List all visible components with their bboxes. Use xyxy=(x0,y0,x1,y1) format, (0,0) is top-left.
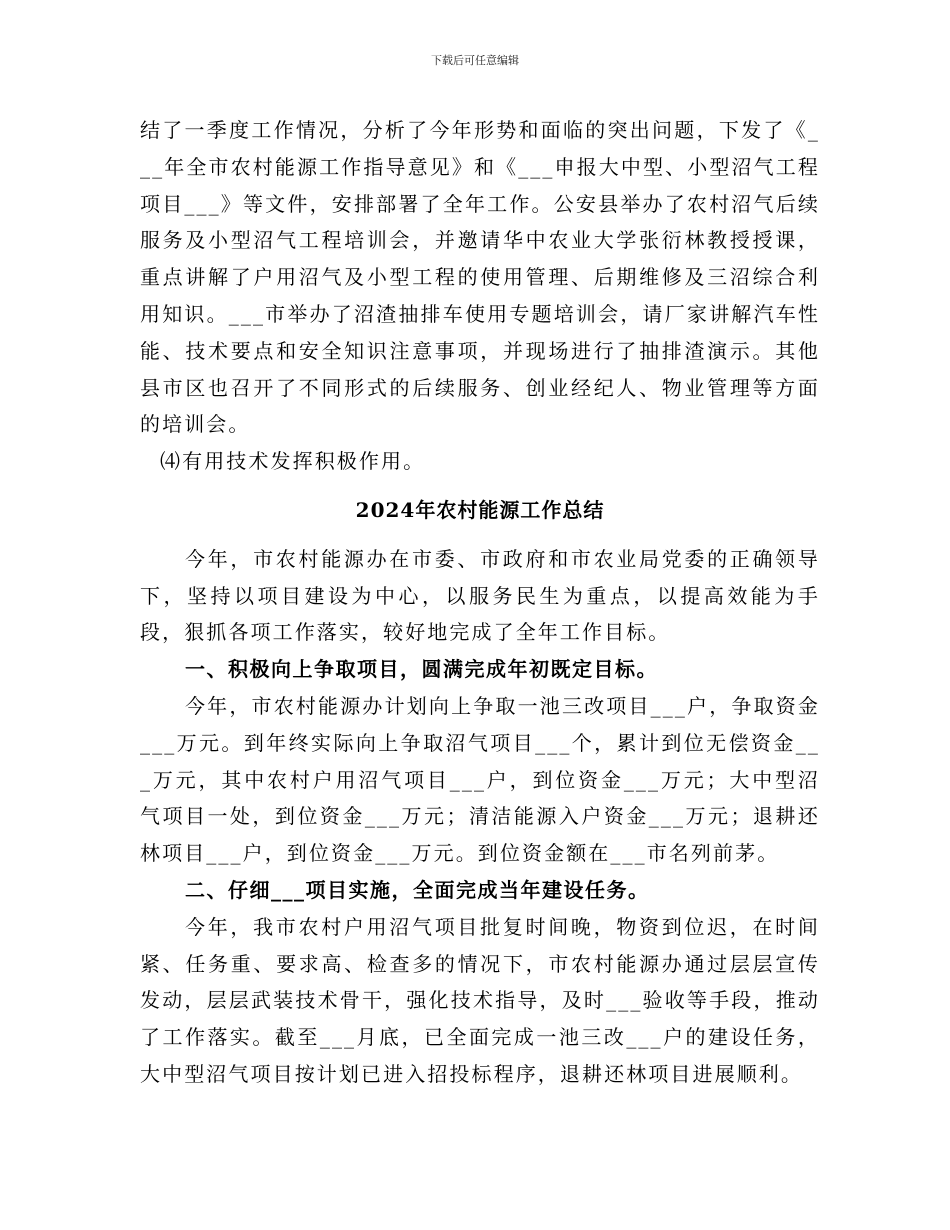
paragraph-1: 今年，市农村能源办在市委、市政府和市农业局党委的正确领导下，坚持以项目建设为中心，以服务民生为重点，以提高效能为手段，狠抓各项工作落实，较好地完成了全年工作目标。 xyxy=(140,546,820,645)
paragraph-3: 今年，我市农村户用沼气项目批复时间晚，物资到位迟，在时间紧、任务重、要求高、检查多的情况下，市农村能源办通过层层宣传发动，层层武装技术骨干，强化技术指导，及时___验收等手段，推动了工作落实。截至___月底，已全面完成一池三改___户的建设任务，大中型沼气项目按计划已进入招投标程序，退耕还林项目进展顺利。 xyxy=(140,914,820,1086)
intro-paragraph: 结了一季度工作情况，分析了今年形势和面临的突出问题，下发了《___年全市农村能源工作指导意见》和《___申报大中型、小型沼气工程项目___》等文件，安排部署了全年工作。公安县举办了农村沼气后续服务及小型沼气工程培训会，并邀请华中农业大学张衍林教授授课，重点讲解了户用沼气及小型工程的使用管理、后期维修及三沼综合利用知识。___市举办了沼渣抽排车使用专题培训会，请厂家讲解汽车性能、技术要点和安全知识注意事项，并现场进行了抽排渣演示。其他县市区也召开了不同形式的后续服务、创业经纪人、物业管理等方面的培训会。 xyxy=(140,118,820,437)
document-body xyxy=(140,112,820,1093)
page-header: 下载后可任意编辑 xyxy=(431,54,519,67)
sub-item-4: ⑷有用技术发挥积极作用。 xyxy=(160,449,426,474)
section-2-heading: 二、仔细___项目实施，全面完成当年建设任务。 xyxy=(185,877,650,902)
paragraph-2: 今年，市农村能源办计划向上争取一池三改项目___户，争取资金___万元。到年终实际向上争取沼气项目___个，累计到位无偿资金___万元，其中农村户用沼气项目___户，到位资金___万元；大中型沼气项目一处，到位资金___万元；清洁能源入户资金___万元；退耕还林项目___户，到位资金___万元。到位资金额在___市名列前茅。 xyxy=(140,693,820,866)
document-title: 2024年农村能源工作总结 xyxy=(355,497,605,522)
section-1-heading: 一、积极向上争取项目，圆满完成年初既定目标。 xyxy=(185,657,658,682)
